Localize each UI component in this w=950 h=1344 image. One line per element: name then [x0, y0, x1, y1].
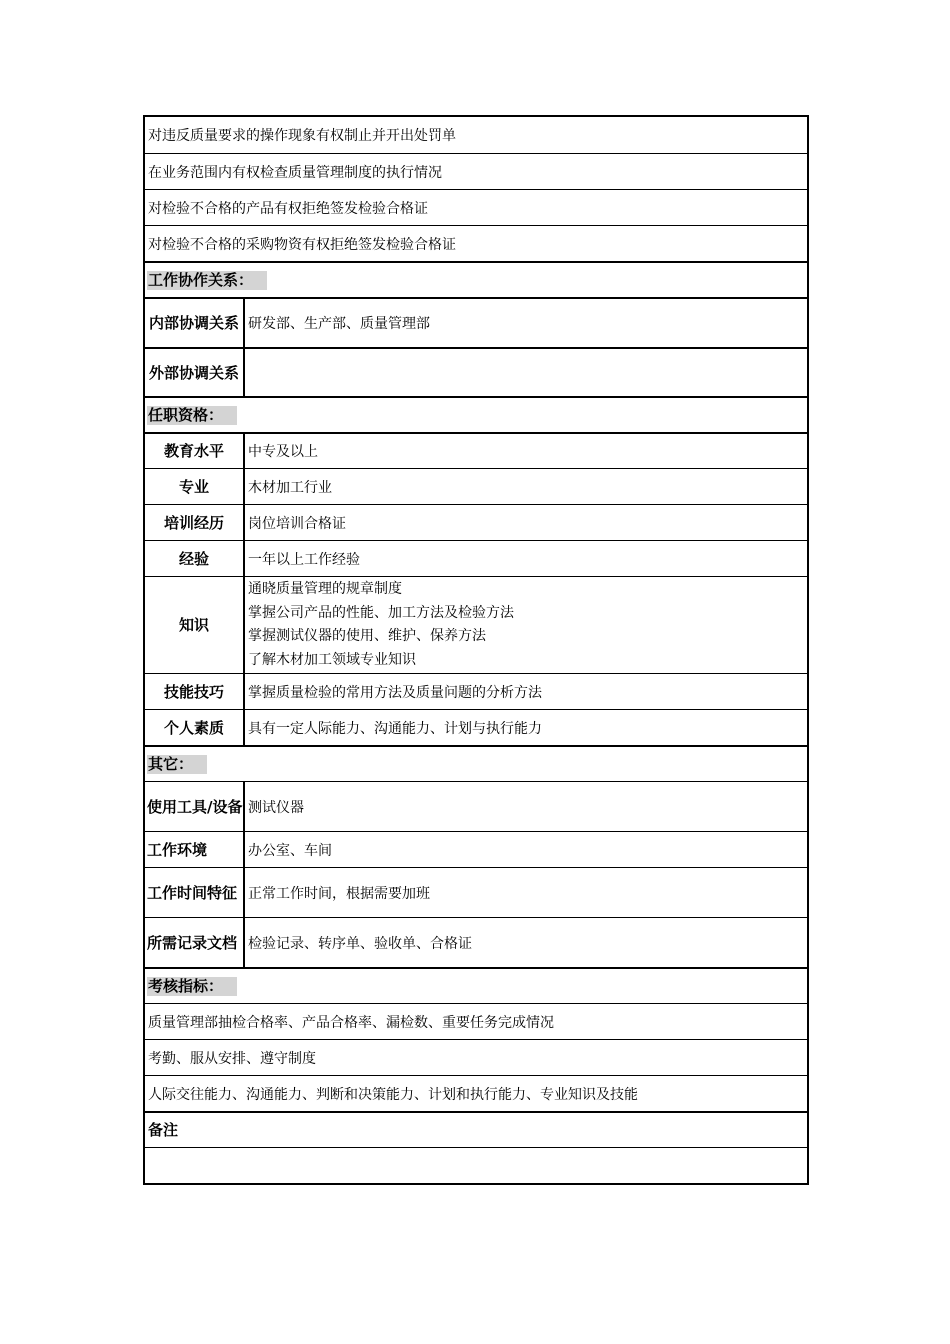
knowledge-label: 知识 [145, 577, 245, 673]
external-relations-row [145, 347, 807, 396]
assessment-item: 人际交往能力、沟通能力、判断和决策能力、计划和执行能力、专业知识及技能 [148, 1086, 638, 1103]
job-description-table [143, 115, 809, 1185]
work-time-value: 正常工作时间，根据需要加班 [248, 885, 430, 902]
assessment-section-header [145, 967, 807, 1003]
authority-text: 对检验不合格的采购物资有权拒绝签发检验合格证 [148, 236, 456, 253]
personal-quality-row [145, 709, 807, 745]
authority-row [145, 225, 807, 261]
education-row [145, 432, 807, 468]
training-value: 岗位培训合格证 [248, 515, 346, 532]
major-value: 木材加工行业 [248, 479, 332, 496]
skills-value: 掌握质量检验的常用方法及质量问题的分析方法 [248, 684, 542, 701]
knowledge-row [145, 576, 807, 673]
external-relations-value [245, 349, 807, 396]
personal-quality-label: 个人素质 [145, 710, 245, 745]
other-section-header [145, 745, 807, 781]
personal-quality-value: 具有一定人际能力、沟通能力、计划与执行能力 [248, 720, 542, 737]
knowledge-line: 通晓质量管理的规章制度 [248, 581, 402, 597]
work-environment-value: 办公室、车间 [248, 842, 332, 859]
authority-row [145, 117, 807, 153]
knowledge-line: 了解木材加工领域专业知识 [248, 651, 416, 668]
qualifications-header-text: 任职资格： [147, 406, 237, 425]
qualifications-section-header [145, 396, 807, 432]
work-time-label: 工作时间特征 [145, 868, 245, 917]
work-time-row [145, 867, 807, 917]
assessment-row [145, 1075, 807, 1111]
skills-row [145, 673, 807, 709]
authority-row [145, 153, 807, 189]
assessment-header-text: 考核指标： [147, 977, 237, 996]
major-row [145, 468, 807, 504]
required-docs-value: 检验记录、转序单、验收单、合格证 [248, 935, 472, 952]
tools-value: 测试仪器 [248, 799, 304, 816]
internal-relations-row [145, 297, 807, 347]
work-environment-label: 工作环境 [145, 832, 245, 867]
notes-row [145, 1147, 807, 1183]
internal-relations-value: 研发部、生产部、质量管理部 [248, 316, 430, 332]
notes-header-text: 备注 [148, 1120, 179, 1139]
education-value: 中专及以上 [248, 444, 318, 460]
authority-text: 对检验不合格的产品有权拒绝签发检验合格证 [148, 200, 428, 217]
work-environment-row [145, 831, 807, 867]
assessment-row [145, 1039, 807, 1075]
tools-row [145, 781, 807, 831]
required-docs-row [145, 917, 807, 967]
other-header-text: 其它： [147, 755, 207, 774]
tools-label: 使用工具/设备 [145, 782, 245, 831]
education-label: 教育水平 [145, 434, 245, 468]
required-docs-label: 所需记录文档 [145, 918, 245, 967]
authority-text: 在业务范围内有权检查质量管理制度的执行情况 [148, 164, 442, 181]
knowledge-line: 掌握公司产品的性能、加工方法及检验方法 [248, 604, 514, 621]
authority-row [145, 189, 807, 225]
assessment-item: 质量管理部抽检合格率、产品合格率、漏检数、重要任务完成情况 [148, 1014, 554, 1031]
knowledge-value [245, 577, 807, 673]
experience-value: 一年以上工作经验 [248, 551, 360, 568]
experience-label: 经验 [145, 541, 245, 576]
experience-row [145, 540, 807, 576]
training-label: 培训经历 [145, 505, 245, 540]
authority-text: 对违反质量要求的操作现象有权制止并开出处罚单 [148, 128, 456, 144]
training-row [145, 504, 807, 540]
relations-header-text: 工作协作关系： [147, 271, 267, 290]
assessment-row [145, 1003, 807, 1039]
relations-section-header [145, 261, 807, 297]
notes-value [145, 1148, 807, 1183]
internal-relations-label: 内部协调关系 [145, 299, 245, 347]
skills-label: 技能技巧 [145, 674, 245, 709]
external-relations-label: 外部协调关系 [145, 349, 245, 396]
major-label: 专业 [145, 469, 245, 504]
knowledge-line: 掌握测试仪器的使用、维护、保养方法 [248, 628, 486, 644]
notes-section-header [145, 1111, 807, 1147]
assessment-item: 考勤、服从安排、遵守制度 [148, 1050, 316, 1067]
